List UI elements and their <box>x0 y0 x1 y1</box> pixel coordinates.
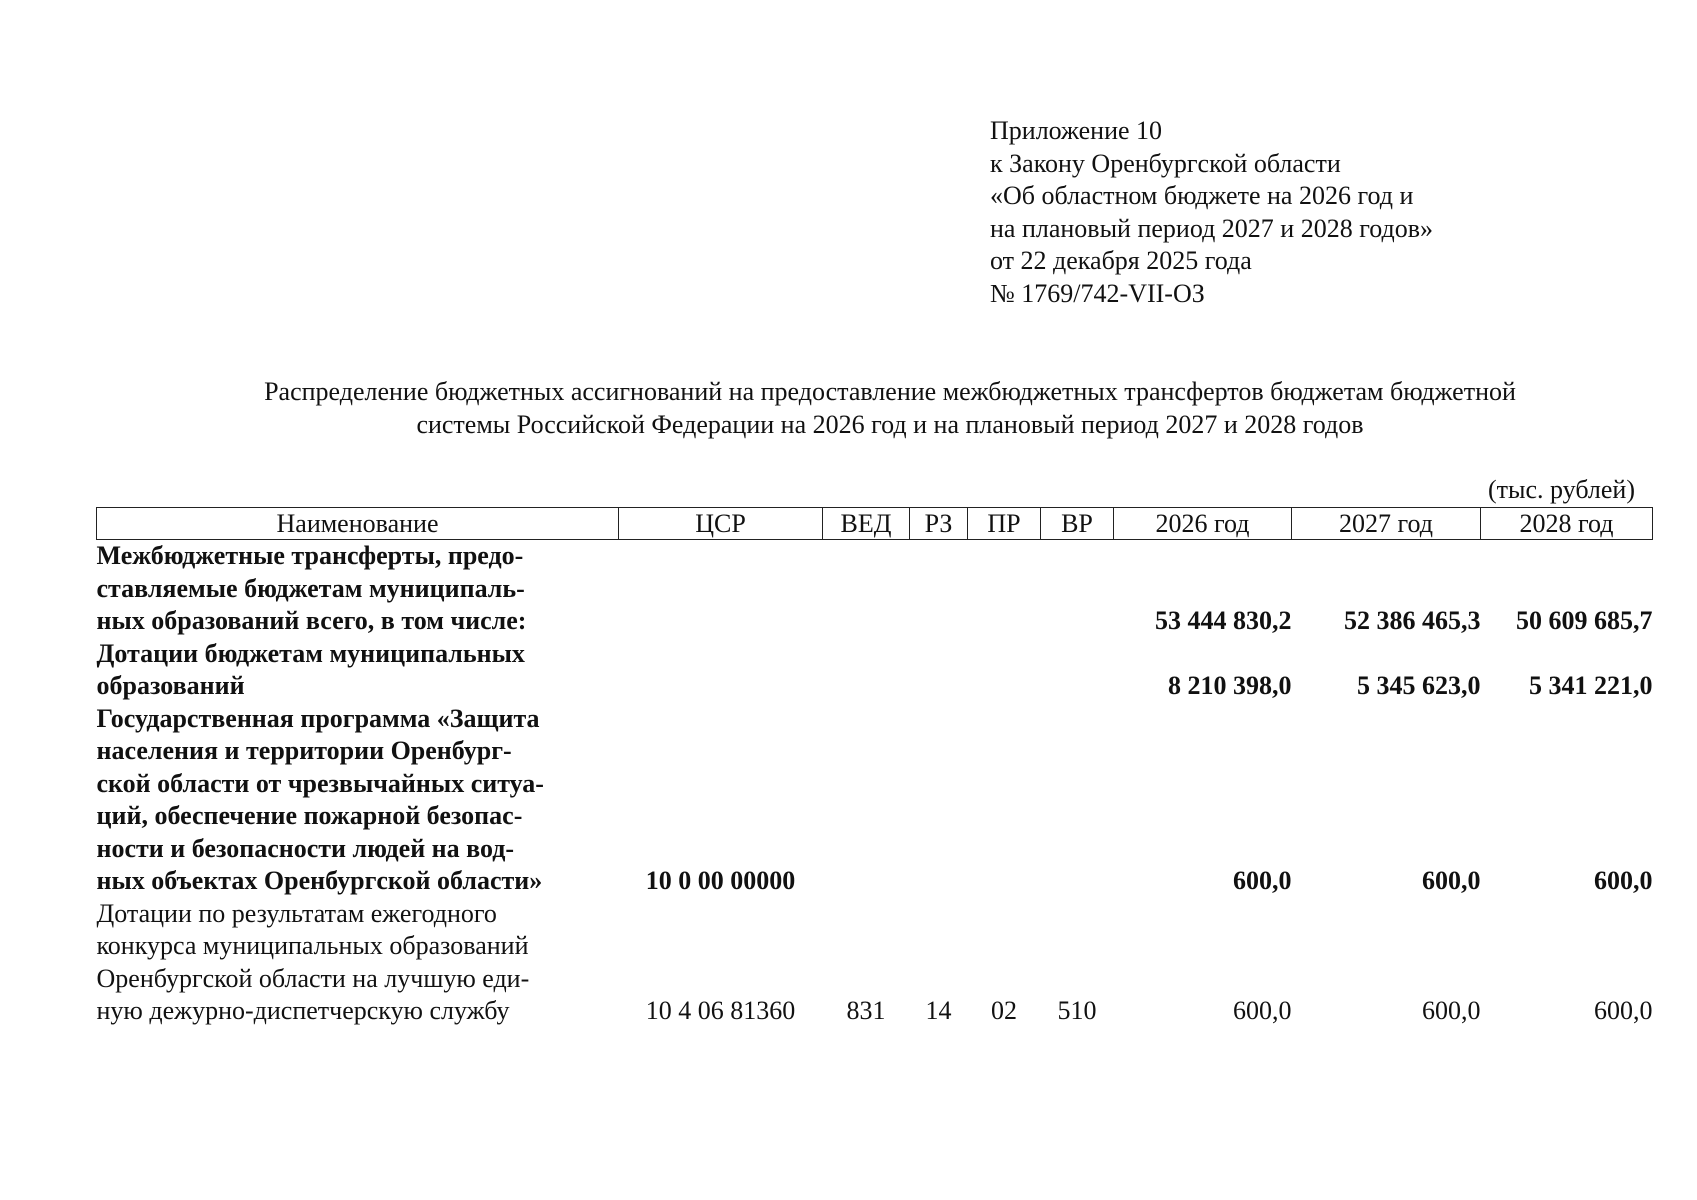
row-2027: 5 345 623,0 <box>1357 671 1481 700</box>
table-row <box>97 540 1653 638</box>
table-header-row <box>97 508 1653 540</box>
row-2027: 600,0 <box>1422 996 1481 1025</box>
col-header-2027: 2027 год <box>1292 508 1481 540</box>
name-line: ской области от чрезвычайных ситуа- <box>96 768 544 798</box>
row-vr <box>1041 540 1114 638</box>
name-line: ных объектах Оренбургской области» <box>96 866 543 895</box>
header-line: на плановый период 2027 и 2028 годов» <box>990 213 1433 243</box>
appendix-header <box>990 115 1433 310</box>
row-2027: 600,0 <box>1422 866 1481 895</box>
title-line: Распределение бюджетных ассигнований на предоставление межбюджетных трансфертов бюджетам бюджетной <box>264 377 1516 406</box>
row-pr <box>968 703 1041 898</box>
row-rz <box>910 540 968 638</box>
table-row <box>97 898 1653 1028</box>
row-vr <box>1041 703 1114 898</box>
row-name <box>97 540 619 638</box>
row-ved <box>823 703 910 898</box>
row-rz: 14 <box>925 996 952 1025</box>
name-line: Государственная программа «Защита <box>96 703 540 733</box>
name-line: Дотации по результатам ежегодного <box>96 898 497 928</box>
row-2026: 8 210 398,0 <box>1168 671 1292 700</box>
col-header-rz: РЗ <box>910 508 968 540</box>
name-line: ную дежурно-диспетчерскую службу <box>96 996 510 1025</box>
col-header-pr: ПР <box>968 508 1041 540</box>
row-2027: 52 386 465,3 <box>1344 606 1481 635</box>
name-line: ставляемые бюджетам муниципаль- <box>96 573 525 603</box>
units-note: (тыс. рублей) <box>1487 475 1635 504</box>
col-header-2028: 2028 год <box>1481 508 1653 540</box>
header-line: Приложение 10 <box>990 116 1163 145</box>
name-line: ных образований всего, в том числе: <box>96 606 527 635</box>
col-header-vr: ВР <box>1041 508 1114 540</box>
row-rz <box>910 703 968 898</box>
budget-table <box>96 507 1653 1028</box>
row-ved: 831 <box>846 996 886 1025</box>
name-line: населения и территории Оренбург- <box>96 736 512 765</box>
title-line: системы Российской Федерации на 2026 год и на плановый период 2027 и 2028 годов <box>416 409 1364 439</box>
row-csr <box>619 540 823 638</box>
header-line: от 22 декабря 2025 года <box>990 246 1252 275</box>
row-ved <box>823 540 910 638</box>
header-line: «Об областном бюджете на 2026 год и <box>990 181 1414 210</box>
row-2028: 600,0 <box>1594 866 1653 895</box>
name-line: Дотации бюджетам муниципальных <box>96 638 525 668</box>
row-name <box>97 638 619 703</box>
row-2028: 5 341 221,0 <box>1529 671 1653 700</box>
name-line: ций, обеспечение пожарной безопас- <box>96 801 523 830</box>
col-header-name: Наименование <box>97 508 619 540</box>
row-csr: 10 0 00 00000 <box>645 866 796 895</box>
row-rz <box>910 638 968 703</box>
col-header-csr: ЦСР <box>619 508 823 540</box>
col-header-2026: 2026 год <box>1114 508 1292 540</box>
row-name <box>97 703 619 898</box>
row-pr <box>968 540 1041 638</box>
row-2026: 600,0 <box>1233 866 1292 895</box>
document-title <box>150 376 1630 441</box>
row-ved <box>823 638 910 703</box>
row-2028: 600,0 <box>1594 996 1653 1025</box>
col-header-ved: ВЕД <box>823 508 910 540</box>
row-pr: 02 <box>991 996 1017 1025</box>
table-row <box>97 703 1653 898</box>
row-csr: 10 4 06 81360 <box>645 996 796 1025</box>
row-2026: 600,0 <box>1233 996 1292 1025</box>
name-line: Межбюджетные трансферты, предо- <box>96 541 524 570</box>
row-csr <box>619 638 823 703</box>
row-2028: 50 609 685,7 <box>1516 606 1653 635</box>
row-2026: 53 444 830,2 <box>1155 606 1292 635</box>
name-line: ности и безопасности людей на вод- <box>96 833 515 863</box>
name-line: конкурса муниципальных образований <box>96 931 529 960</box>
name-line: образований <box>96 671 245 700</box>
table-row <box>97 638 1653 703</box>
row-pr <box>968 638 1041 703</box>
row-vr: 510 <box>1057 996 1097 1025</box>
row-name <box>97 898 619 1028</box>
header-line: к Закону Оренбургской области <box>990 148 1341 178</box>
row-vr <box>1041 638 1114 703</box>
name-line: Оренбургской области на лучшую еди- <box>96 963 530 993</box>
header-line: № 1769/742-VII-ОЗ <box>990 278 1205 308</box>
